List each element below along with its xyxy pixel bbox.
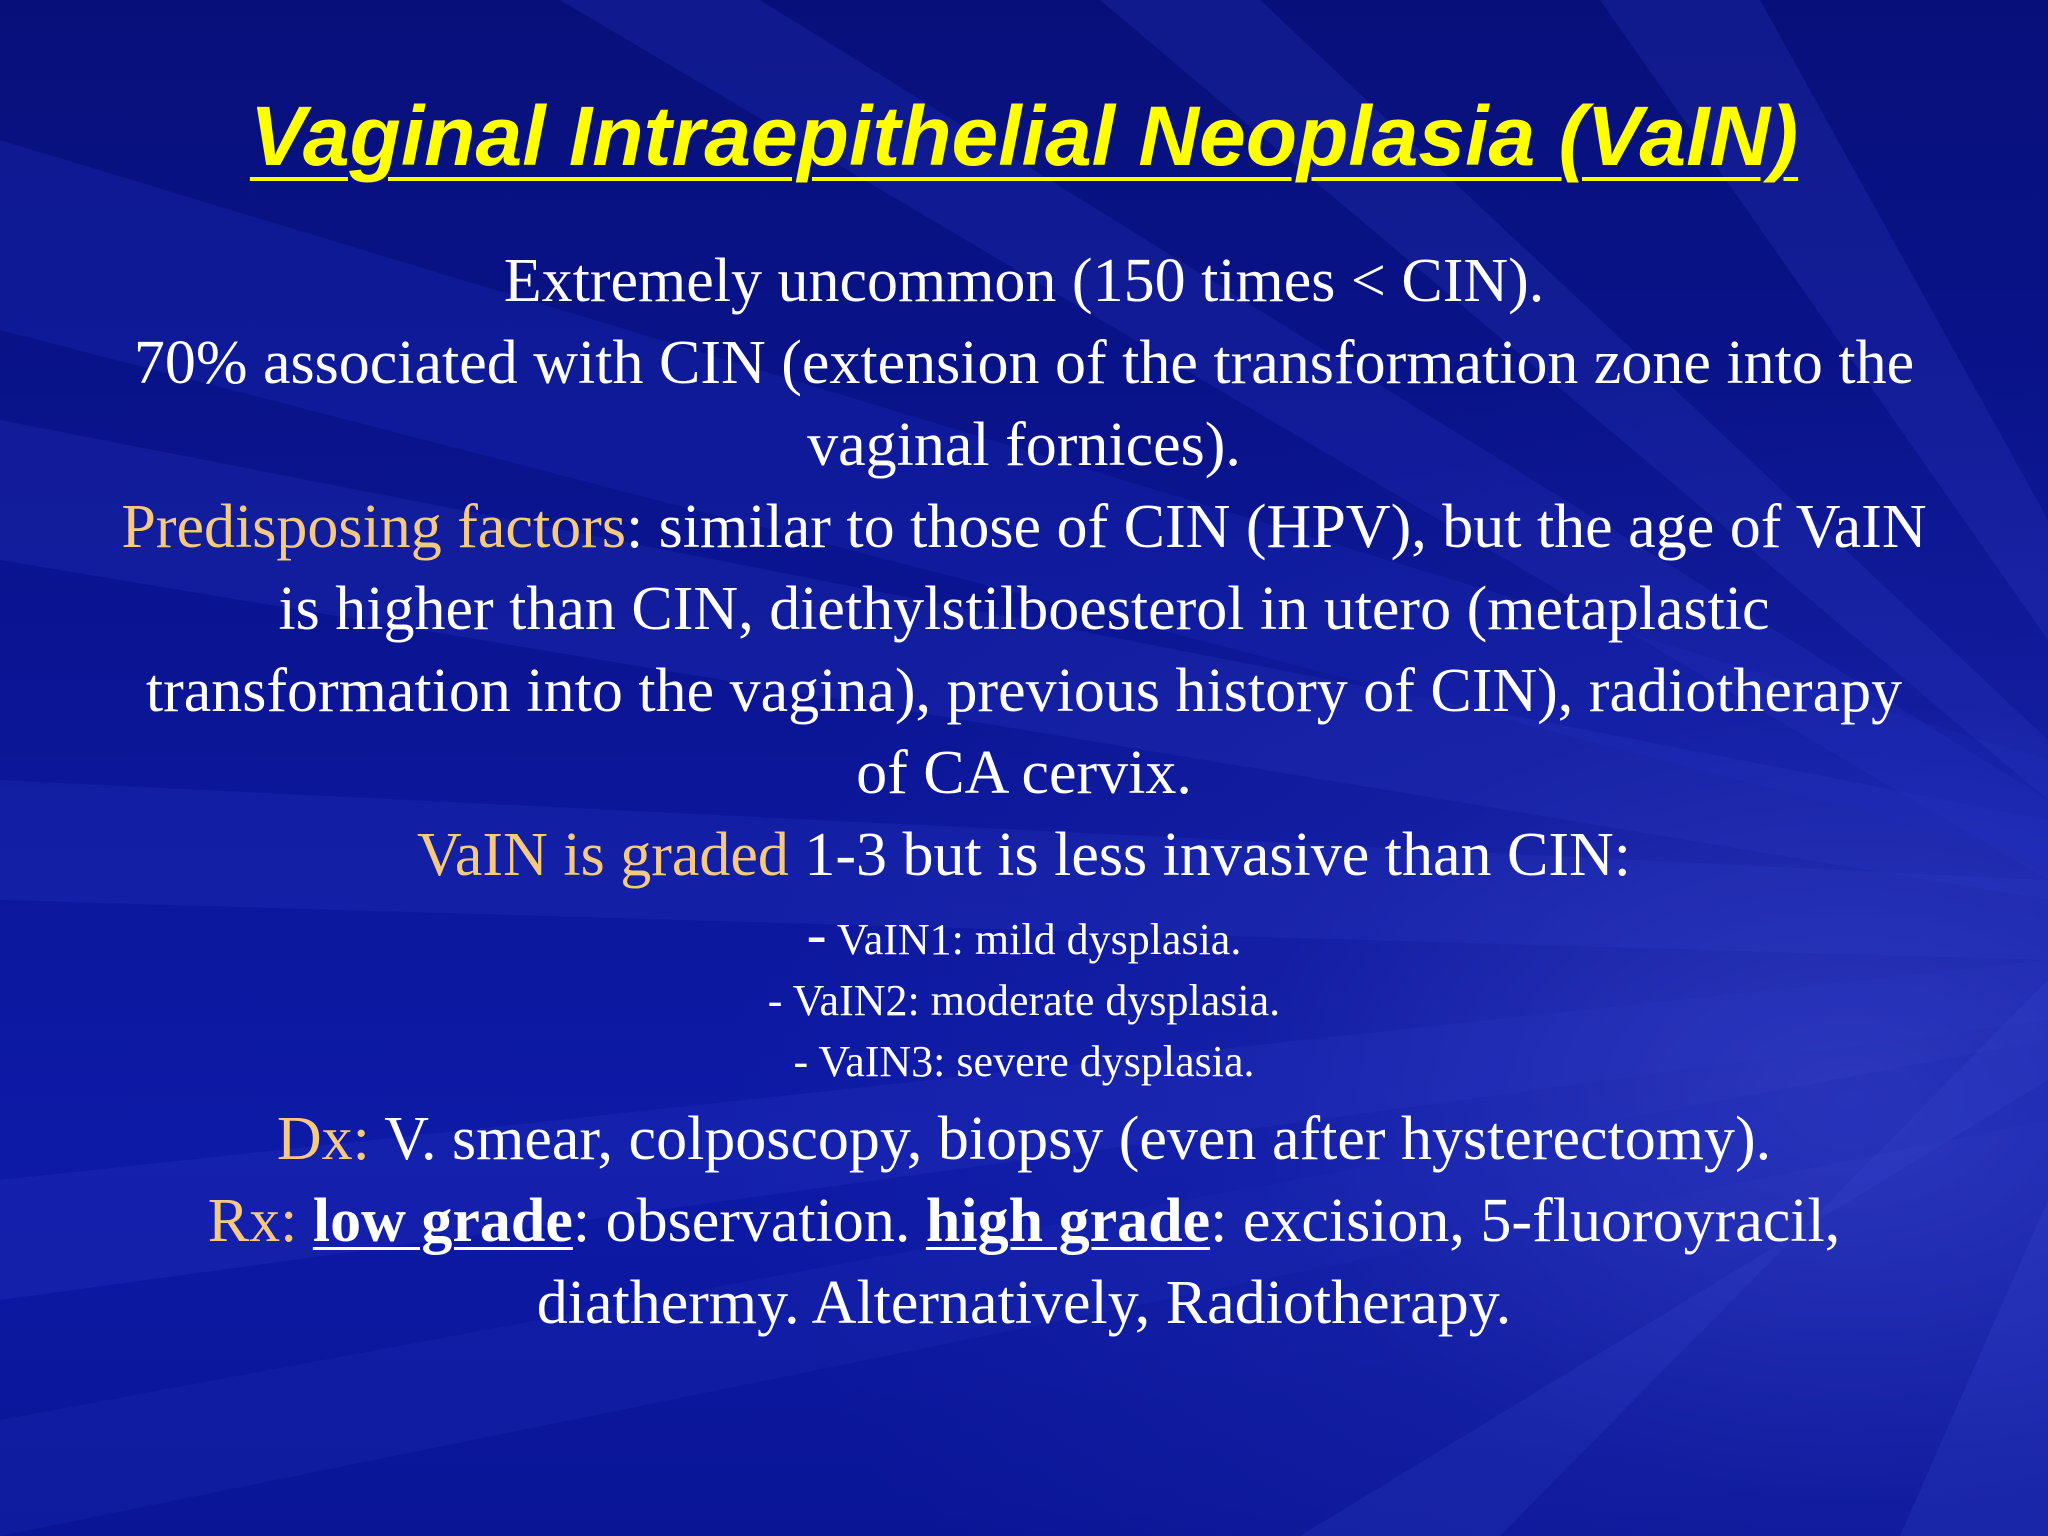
treatment-text [120, 1180, 1928, 1344]
diagnosis-label: Dx: [276, 1105, 370, 1173]
slide-title: Vaginal Intraepithelial Neoplasia (VaIN) [249, 89, 1799, 183]
high-grade-text: : excision, 5-fluoroyracil, diathermy. Alternatively, Radiotherapy. [536, 1187, 1841, 1337]
grade-dash: - [793, 1037, 809, 1086]
grade-list [120, 901, 1928, 1092]
treatment-label: Rx: [207, 1187, 298, 1255]
grade-text: VaIN1: mild dysplasia. [826, 915, 1242, 964]
grade-text: VaIN2: moderate dysplasia. [782, 976, 1281, 1025]
low-grade-text: : observation. [572, 1187, 926, 1255]
high-grade-label: high grade [925, 1187, 1211, 1255]
diagnosis-description: V. smear, colposcopy, biopsy (even after hysterectomy). [369, 1105, 1772, 1173]
grading-description: 1-3 but is less invasive than CIN: [788, 821, 1631, 889]
predisposing-label: Predisposing factors [121, 493, 626, 561]
predisposing-text: : similar to those of CIN (HPV), but the age of VaIN is higher than CIN, diethylstilboesterol in utero (metaplastic transformation into the vagina), previous history of CIN), radiotherapy of CA cervix. [145, 493, 1927, 807]
grade-dash: - [806, 901, 827, 967]
grading-label: VaIN is graded [417, 821, 789, 889]
association-text: 70% associated with CIN (extension of the transformation zone into the vaginal fornices). [133, 329, 1915, 479]
grade-dash: - [767, 976, 783, 1025]
diagnosis-text [120, 1098, 1928, 1180]
incidence-text: Extremely uncommon (150 times < CIN). [503, 247, 1545, 315]
grade-item-vain3 [120, 1031, 1928, 1092]
grade-item-vain1 [120, 901, 1928, 970]
slide-body [120, 240, 1928, 1344]
grading-text [120, 814, 1928, 896]
grade-item-vain2 [120, 970, 1928, 1031]
predisposing-factors [120, 486, 1928, 814]
low-grade-label: low grade [312, 1187, 573, 1255]
grade-text: VaIN3: severe dysplasia. [808, 1037, 1255, 1086]
